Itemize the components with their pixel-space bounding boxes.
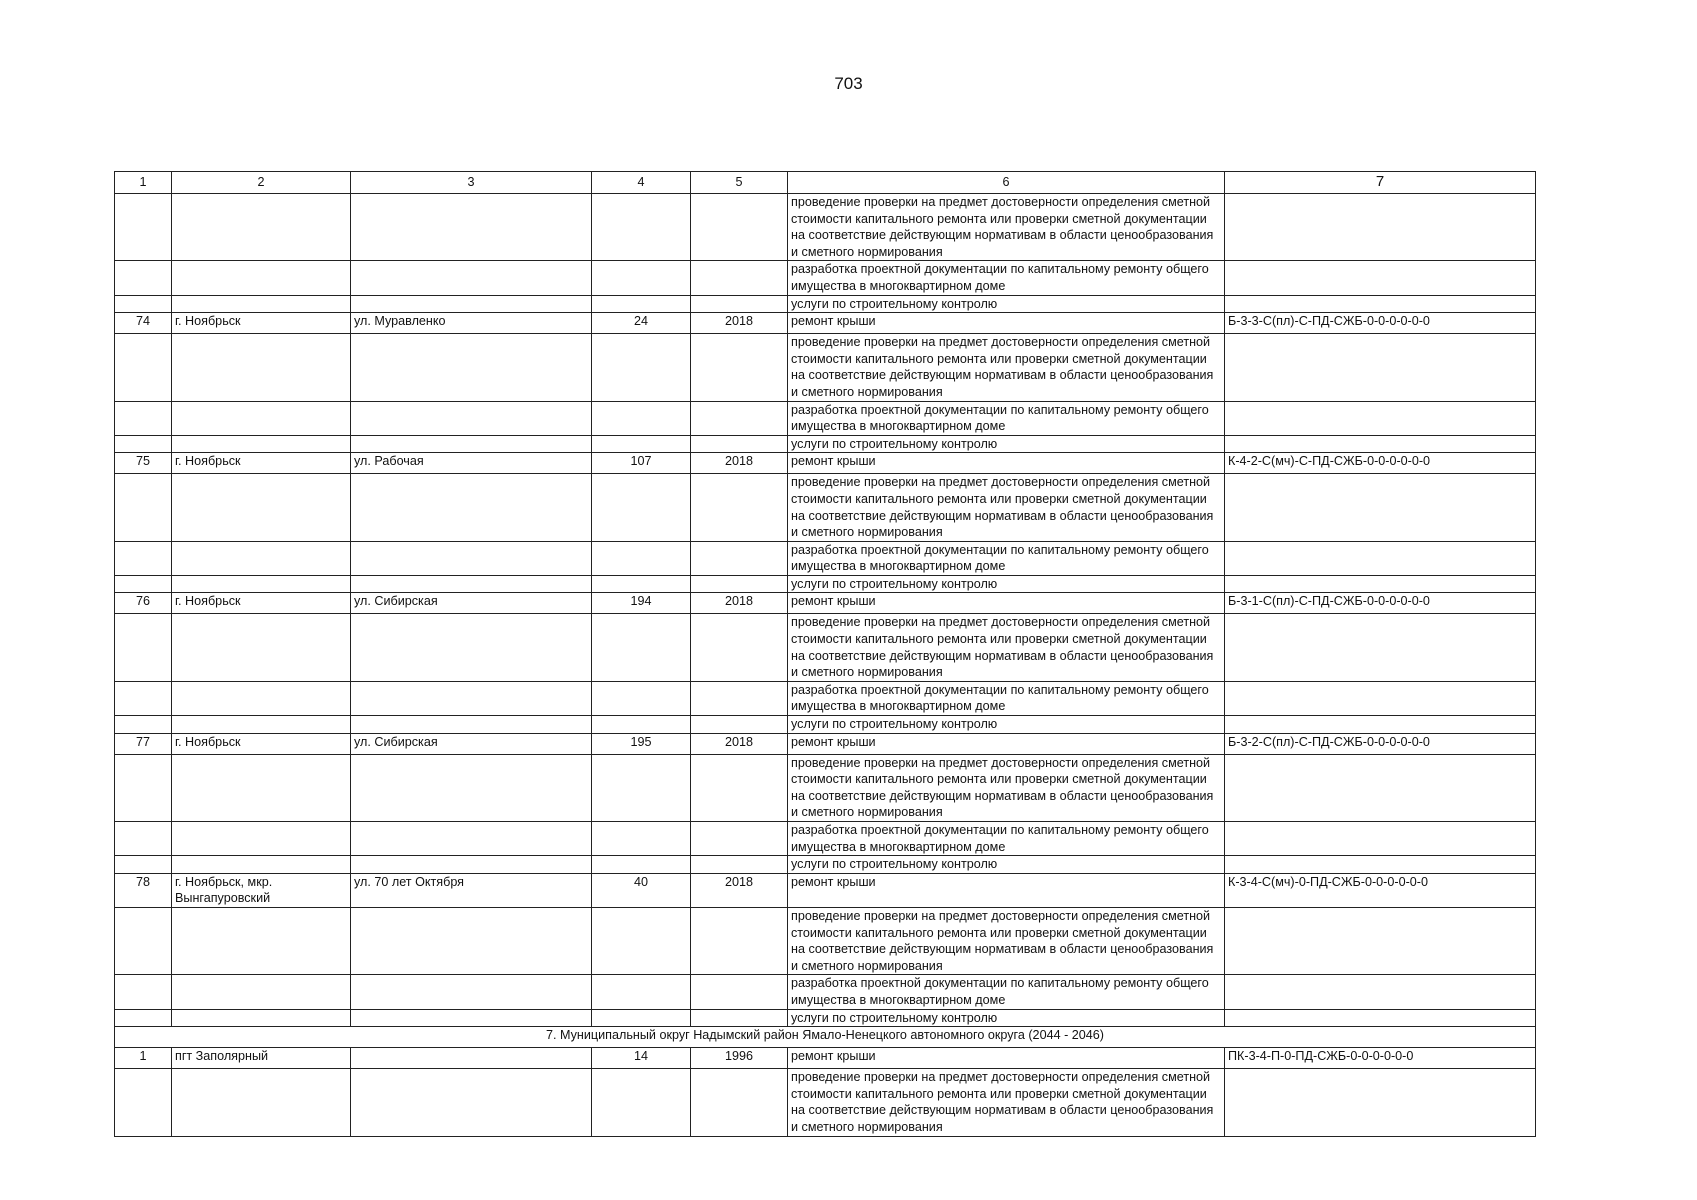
work-type: проведение проверки на предмет достоверности определения сметной стоимости капитального ремонта или проверки сметной документации на соответствие действующим нормативам в области ценообразования и сметного нормирования: [788, 614, 1225, 681]
table-row: [115, 261, 1536, 295]
work-type: ремонт крыши: [788, 453, 1225, 474]
object-code: Б-3-3-С(пл)-С-ПД-СЖБ-0-0-0-0-0-0: [1225, 313, 1536, 334]
object-code: Б-3-2-С(пл)-С-ПД-СЖБ-0-0-0-0-0-0: [1225, 733, 1536, 754]
table-row: [115, 614, 1536, 681]
work-type: проведение проверки на предмет достоверности определения сметной стоимости капитального ремонта или проверки сметной документации на соответствие действующим нормативам в области ценообразования и сметного нормирования: [788, 474, 1225, 541]
row-number: 78: [115, 873, 172, 907]
year: 2018: [691, 313, 788, 334]
street: ул. Муравленко: [351, 313, 592, 334]
column-header: 1: [115, 172, 172, 194]
work-type: ремонт крыши: [788, 593, 1225, 614]
table-row: [115, 716, 1536, 734]
work-type: проведение проверки на предмет достоверности определения сметной стоимости капитального ремонта или проверки сметной документации на соответствие действующим нормативам в области ценообразования и сметного нормирования: [788, 907, 1225, 974]
house-number: 194: [592, 593, 691, 614]
house-number: 107: [592, 453, 691, 474]
work-type: разработка проектной документации по капитальному ремонту общего имущества в многоквартирном доме: [788, 541, 1225, 575]
table-row: [115, 453, 1536, 474]
house-number: 14: [592, 1048, 691, 1069]
table-row: [115, 856, 1536, 874]
year: 2018: [691, 453, 788, 474]
table-row: [115, 435, 1536, 453]
table-row: [115, 1048, 1536, 1069]
section-row: [115, 1027, 1536, 1048]
table-row: [115, 1009, 1536, 1027]
column-header: 2: [172, 172, 351, 194]
row-number: 76: [115, 593, 172, 614]
column-number-row: [115, 172, 1536, 194]
work-type: проведение проверки на предмет достоверности определения сметной стоимости капитального ремонта или проверки сметной документации на соответствие действующим нормативам в области ценообразования и сметного нормирования: [788, 194, 1225, 261]
column-header: 6: [788, 172, 1225, 194]
work-type: разработка проектной документации по капитальному ремонту общего имущества в многоквартирном доме: [788, 261, 1225, 295]
column-header: 7: [1225, 172, 1536, 194]
year: 2018: [691, 733, 788, 754]
table-row: [115, 754, 1536, 821]
row-number: 1: [115, 1048, 172, 1069]
table-row: [115, 822, 1536, 856]
year: 1996: [691, 1048, 788, 1069]
object-code: Б-3-1-С(пл)-С-ПД-СЖБ-0-0-0-0-0-0: [1225, 593, 1536, 614]
work-type: разработка проектной документации по капитальному ремонту общего имущества в многоквартирном доме: [788, 822, 1225, 856]
table-row: [115, 313, 1536, 334]
table-row: [115, 907, 1536, 974]
table-row: [115, 295, 1536, 313]
page-number: 703: [834, 74, 863, 93]
house-number: 24: [592, 313, 691, 334]
section-title: 7. Муниципальный округ Надымский район Ямало-Ненецкого автономного округа (2044 - 2046): [115, 1027, 1536, 1048]
table-row: [115, 593, 1536, 614]
table-row: [115, 681, 1536, 715]
object-code: К-3-4-С(мч)-0-ПД-СЖБ-0-0-0-0-0-0: [1225, 873, 1536, 907]
table-row: [115, 975, 1536, 1009]
work-type: ремонт крыши: [788, 313, 1225, 334]
row-number: 74: [115, 313, 172, 334]
register-table: [114, 171, 1536, 1137]
work-type: разработка проектной документации по капитальному ремонту общего имущества в многоквартирном доме: [788, 975, 1225, 1009]
city: г. Ноябрьск: [172, 733, 351, 754]
street: ул. Рабочая: [351, 453, 592, 474]
work-type: разработка проектной документации по капитальному ремонту общего имущества в многоквартирном доме: [788, 681, 1225, 715]
work-type: разработка проектной документации по капитальному ремонту общего имущества в многоквартирном доме: [788, 401, 1225, 435]
table-row: [115, 474, 1536, 541]
column-header: 4: [592, 172, 691, 194]
work-type: услуги по строительному контролю: [788, 856, 1225, 874]
street: ул. Сибирская: [351, 593, 592, 614]
work-type: услуги по строительному контролю: [788, 1009, 1225, 1027]
city: г. Ноябрьск, мкр. Вынгапуровский: [172, 873, 351, 907]
work-type: услуги по строительному контролю: [788, 575, 1225, 593]
city: г. Ноябрьск: [172, 453, 351, 474]
row-number: 77: [115, 733, 172, 754]
table-row: [115, 334, 1536, 401]
column-header: 3: [351, 172, 592, 194]
city: г. Ноябрьск: [172, 593, 351, 614]
row-number: 75: [115, 453, 172, 474]
work-type: услуги по строительному контролю: [788, 716, 1225, 734]
work-type: услуги по строительному контролю: [788, 435, 1225, 453]
street: ул. 70 лет Октября: [351, 873, 592, 907]
work-type: ремонт крыши: [788, 873, 1225, 907]
work-type: ремонт крыши: [788, 1048, 1225, 1069]
column-header: 5: [691, 172, 788, 194]
work-type: проведение проверки на предмет достоверности определения сметной стоимости капитального ремонта или проверки сметной документации на соответствие действующим нормативам в области ценообразования и сметного нормирования: [788, 334, 1225, 401]
object-code: ПК-3-4-П-0-ПД-СЖБ-0-0-0-0-0-0: [1225, 1048, 1536, 1069]
street: [351, 1048, 592, 1069]
table-row: [115, 873, 1536, 907]
year: 2018: [691, 873, 788, 907]
city: г. Ноябрьск: [172, 313, 351, 334]
house-number: 40: [592, 873, 691, 907]
work-type: проведение проверки на предмет достоверности определения сметной стоимости капитального ремонта или проверки сметной документации на соответствие действующим нормативам в области ценообразования и сметного нормирования: [788, 1069, 1225, 1136]
street: ул. Сибирская: [351, 733, 592, 754]
table-row: [115, 733, 1536, 754]
year: 2018: [691, 593, 788, 614]
work-type: ремонт крыши: [788, 733, 1225, 754]
work-type: услуги по строительному контролю: [788, 295, 1225, 313]
work-type: проведение проверки на предмет достоверности определения сметной стоимости капитального ремонта или проверки сметной документации на соответствие действующим нормативам в области ценообразования и сметного нормирования: [788, 754, 1225, 821]
table-row: [115, 575, 1536, 593]
object-code: К-4-2-С(мч)-С-ПД-СЖБ-0-0-0-0-0-0: [1225, 453, 1536, 474]
house-number: 195: [592, 733, 691, 754]
table-row: [115, 194, 1536, 261]
city: пгт Заполярный: [172, 1048, 351, 1069]
table-row: [115, 541, 1536, 575]
table-row: [115, 1069, 1536, 1136]
table-row: [115, 401, 1536, 435]
